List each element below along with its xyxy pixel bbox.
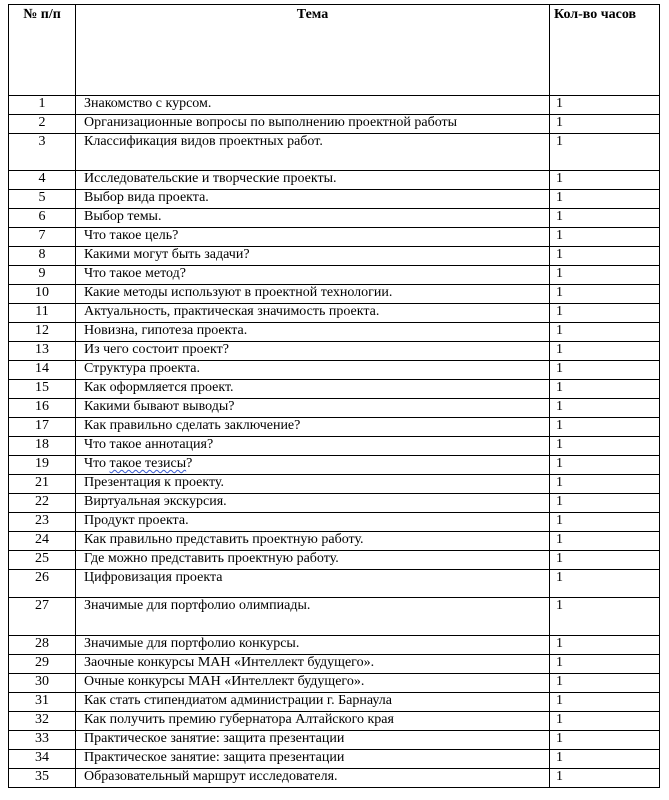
- table-row: [9, 693, 660, 712]
- row-number: 33: [9, 731, 76, 750]
- table-row: [9, 655, 660, 674]
- table-row: [9, 570, 660, 598]
- row-topic: Очные конкурсы МАН «Интеллект будущего».: [76, 674, 550, 693]
- row-topic: Классификация видов проектных работ.: [76, 134, 550, 171]
- row-topic: Где можно представить проектную работу.: [76, 551, 550, 570]
- row-number: 2: [9, 115, 76, 134]
- row-hours: 1: [550, 769, 660, 788]
- row-hours: 1: [550, 342, 660, 361]
- row-hours: 1: [550, 598, 660, 636]
- row-hours: 1: [550, 731, 660, 750]
- row-hours: 1: [550, 380, 660, 399]
- header-hours: Кол-во часов: [550, 5, 660, 96]
- table-row: [9, 731, 660, 750]
- table-row: [9, 750, 660, 769]
- table-row: [9, 285, 660, 304]
- row-hours: 1: [550, 693, 660, 712]
- table-row: [9, 323, 660, 342]
- row-topic: Что такое аннотация?: [76, 437, 550, 456]
- row-number: 14: [9, 361, 76, 380]
- table-row: [9, 494, 660, 513]
- row-number: 25: [9, 551, 76, 570]
- row-number: 12: [9, 323, 76, 342]
- row-number: 13: [9, 342, 76, 361]
- row-hours: 1: [550, 209, 660, 228]
- row-number: 18: [9, 437, 76, 456]
- row-hours: 1: [550, 247, 660, 266]
- row-topic: Практическое занятие: защита презентации: [76, 750, 550, 769]
- row-hours: 1: [550, 551, 660, 570]
- row-topic: Презентация к проекту.: [76, 475, 550, 494]
- row-hours: 1: [550, 285, 660, 304]
- row-topic: Как оформляется проект.: [76, 380, 550, 399]
- row-hours: 1: [550, 418, 660, 437]
- row-hours: 1: [550, 266, 660, 285]
- table-row: [9, 266, 660, 285]
- course-plan-table: [8, 4, 660, 788]
- header-topic: Тема: [76, 5, 550, 96]
- table-row: [9, 712, 660, 731]
- row-topic: Виртуальная экскурсия.: [76, 494, 550, 513]
- table-row: [9, 532, 660, 551]
- table-row: [9, 399, 660, 418]
- row-hours: 1: [550, 323, 660, 342]
- row-number: 6: [9, 209, 76, 228]
- table-row: [9, 513, 660, 532]
- row-topic: Как стать стипендиатом администрации г. Барнаула: [76, 693, 550, 712]
- table-row: [9, 380, 660, 399]
- row-topic: Значимые для портфолио олимпиады.: [76, 598, 550, 636]
- row-hours: 1: [550, 513, 660, 532]
- row-hours: 1: [550, 712, 660, 731]
- row-topic: Цифровизация проекта: [76, 570, 550, 598]
- table-row: [9, 674, 660, 693]
- row-topic: Продукт проекта.: [76, 513, 550, 532]
- row-number: 28: [9, 636, 76, 655]
- row-number: 32: [9, 712, 76, 731]
- row-number: 24: [9, 532, 76, 551]
- row-number: 11: [9, 304, 76, 323]
- table-row: [9, 342, 660, 361]
- row-topic: Актуальность, практическая значимость проекта.: [76, 304, 550, 323]
- row-hours: 1: [550, 171, 660, 190]
- row-number: 10: [9, 285, 76, 304]
- row-number: 1: [9, 96, 76, 115]
- row-topic: Значимые для портфолио конкурсы.: [76, 636, 550, 655]
- row-hours: 1: [550, 115, 660, 134]
- row-number: 29: [9, 655, 76, 674]
- row-topic: Структура проекта.: [76, 361, 550, 380]
- row-topic: Что такое тезисы?: [76, 456, 550, 475]
- row-topic: Выбор вида проекта.: [76, 190, 550, 209]
- row-topic: Из чего состоит проект?: [76, 342, 550, 361]
- row-number: 7: [9, 228, 76, 247]
- row-topic: Что такое метод?: [76, 266, 550, 285]
- table-row: [9, 456, 660, 475]
- row-number: 34: [9, 750, 76, 769]
- table-row: [9, 134, 660, 171]
- table-row: [9, 598, 660, 636]
- row-hours: 1: [550, 674, 660, 693]
- table-row: [9, 209, 660, 228]
- table-row: [9, 551, 660, 570]
- table-row: [9, 769, 660, 788]
- row-hours: 1: [550, 96, 660, 115]
- table-row: [9, 437, 660, 456]
- row-hours: 1: [550, 190, 660, 209]
- row-topic: Какие методы используют в проектной технологии.: [76, 285, 550, 304]
- row-number: 35: [9, 769, 76, 788]
- row-number: 19: [9, 456, 76, 475]
- table-row: [9, 115, 660, 134]
- row-hours: 1: [550, 655, 660, 674]
- table-row: [9, 475, 660, 494]
- header-row: [9, 5, 660, 96]
- row-number: 21: [9, 475, 76, 494]
- table-row: [9, 361, 660, 380]
- row-number: 27: [9, 598, 76, 636]
- row-number: 23: [9, 513, 76, 532]
- row-topic: Какими могут быть задачи?: [76, 247, 550, 266]
- row-number: 26: [9, 570, 76, 598]
- row-hours: 1: [550, 750, 660, 769]
- row-number: 31: [9, 693, 76, 712]
- row-hours: 1: [550, 304, 660, 323]
- row-number: 16: [9, 399, 76, 418]
- row-topic: Что такое цель?: [76, 228, 550, 247]
- row-topic: Как правильно сделать заключение?: [76, 418, 550, 437]
- row-hours: 1: [550, 475, 660, 494]
- row-hours: 1: [550, 532, 660, 551]
- row-number: 30: [9, 674, 76, 693]
- row-topic: Как получить премию губернатора Алтайского края: [76, 712, 550, 731]
- row-topic: Выбор темы.: [76, 209, 550, 228]
- table-row: [9, 418, 660, 437]
- row-hours: 1: [550, 228, 660, 247]
- row-number: 9: [9, 266, 76, 285]
- row-topic: Практическое занятие: защита презентации: [76, 731, 550, 750]
- table-row: [9, 190, 660, 209]
- row-number: 22: [9, 494, 76, 513]
- row-number: 4: [9, 171, 76, 190]
- row-topic: Образовательный маршрут исследователя.: [76, 769, 550, 788]
- row-topic: Как правильно представить проектную работу.: [76, 532, 550, 551]
- row-hours: 1: [550, 399, 660, 418]
- row-number: 5: [9, 190, 76, 209]
- header-num: № п/п: [9, 5, 76, 96]
- table-row: [9, 304, 660, 323]
- row-topic: Знакомство с курсом.: [76, 96, 550, 115]
- row-topic: Заочные конкурсы МАН «Интеллект будущего».: [76, 655, 550, 674]
- row-topic: Организационные вопросы по выполнению проектной работы: [76, 115, 550, 134]
- table-row: [9, 96, 660, 115]
- table-row: [9, 636, 660, 655]
- row-number: 8: [9, 247, 76, 266]
- row-hours: 1: [550, 494, 660, 513]
- row-topic: Новизна, гипотеза проекта.: [76, 323, 550, 342]
- row-number: 17: [9, 418, 76, 437]
- row-hours: 1: [550, 570, 660, 598]
- row-number: 15: [9, 380, 76, 399]
- row-hours: 1: [550, 456, 660, 475]
- row-hours: 1: [550, 134, 660, 171]
- row-topic: Исследовательские и творческие проекты.: [76, 171, 550, 190]
- row-hours: 1: [550, 361, 660, 380]
- table-row: [9, 228, 660, 247]
- row-hours: 1: [550, 437, 660, 456]
- table-row: [9, 247, 660, 266]
- table-row: [9, 171, 660, 190]
- row-number: 3: [9, 134, 76, 171]
- row-topic: Какими бывают выводы?: [76, 399, 550, 418]
- row-hours: 1: [550, 636, 660, 655]
